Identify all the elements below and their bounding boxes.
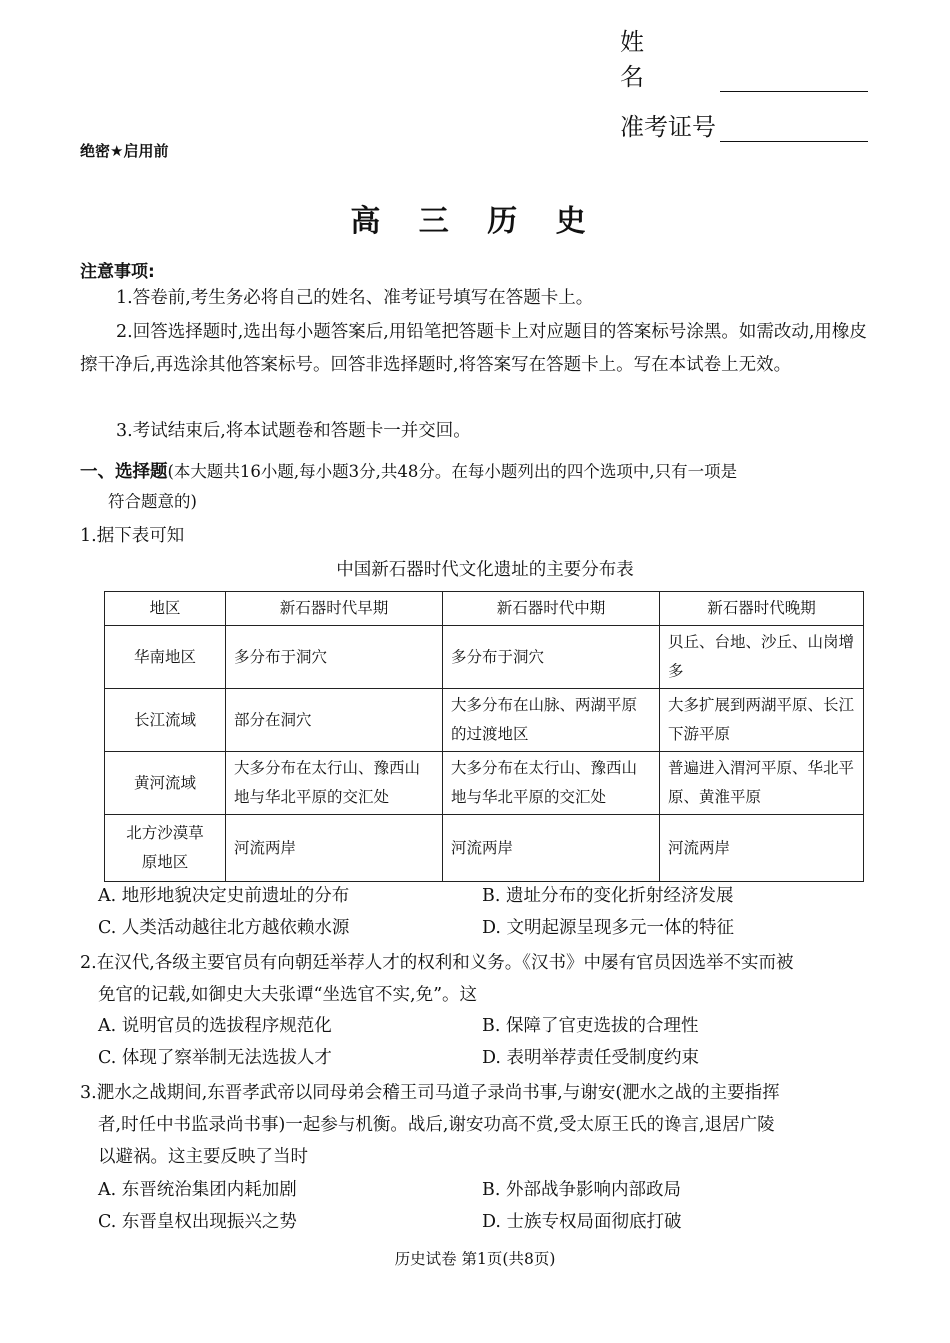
table-cell: 多分布于洞穴 bbox=[443, 626, 660, 689]
table-cell: 北方沙漠草原地区 bbox=[105, 815, 226, 882]
table-cell: 长江流域 bbox=[105, 689, 226, 752]
secret-mark: 绝密★启用前 bbox=[80, 142, 169, 160]
page-title: 高 三 历 史 bbox=[350, 204, 600, 239]
table-cell: 大多分布在太行山、豫西山地与华北平原的交汇处 bbox=[226, 752, 443, 815]
table-header-cell: 地区 bbox=[105, 592, 226, 626]
sites-table bbox=[104, 591, 864, 882]
table-row bbox=[105, 689, 864, 752]
q1-option-a[interactable]: A. 地形地貌决定史前遗址的分布 bbox=[98, 886, 350, 906]
section-heading bbox=[80, 457, 875, 517]
table-cell: 大多扩展到两湖平原、长江下游平原 bbox=[660, 689, 864, 752]
q1-stem: 1.据下表可知 bbox=[80, 526, 185, 546]
table-cell: 贝丘、台地、沙丘、山岗增多 bbox=[660, 626, 864, 689]
q3-option-a[interactable]: A. 东晋统治集团内耗加剧 bbox=[98, 1180, 297, 1200]
q2-option-b[interactable]: B. 保障了官吏选拔的合理性 bbox=[482, 1016, 699, 1036]
table-cell: 河流两岸 bbox=[443, 815, 660, 882]
q3-option-c[interactable]: C. 东晋皇权出现振兴之势 bbox=[98, 1212, 297, 1232]
notice-title: 注意事项: bbox=[80, 262, 155, 282]
q3-stem-line3: 以避祸。这主要反映了当时 bbox=[98, 1147, 308, 1167]
table-header-cell: 新石器时代中期 bbox=[443, 592, 660, 626]
candidate-info bbox=[620, 28, 868, 142]
table-row bbox=[105, 815, 864, 882]
section-desc-tail: 符合题意的) bbox=[108, 492, 197, 511]
table-header-cell: 新石器时代早期 bbox=[226, 592, 443, 626]
table-cell: 大多分布在山脉、两湖平原的过渡地区 bbox=[443, 689, 660, 752]
table-cell: 部分在洞穴 bbox=[226, 689, 443, 752]
table-cell: 大多分布在太行山、豫西山地与华北平原的交汇处 bbox=[443, 752, 660, 815]
table-cell: 华南地区 bbox=[105, 626, 226, 689]
table-header-row bbox=[105, 592, 864, 626]
q3-option-d[interactable]: D. 士族专权局面彻底打破 bbox=[482, 1212, 682, 1232]
name-row bbox=[620, 28, 868, 92]
q2-option-a[interactable]: A. 说明官员的选拔程序规范化 bbox=[98, 1016, 332, 1036]
table-cell: 普遍进入渭河平原、华北平原、黄淮平原 bbox=[660, 752, 864, 815]
q2-stem-line1: 2.在汉代,各级主要官员有向朝廷举荐人才的权利和义务。《汉书》中屡有官员因选举不实而被 bbox=[80, 953, 794, 973]
notice-item-2: 2.回答选择题时,选出每小题答案后,用铅笔把答题卡上对应题目的答案标号涂黑。如需改动,用橡皮擦干净后,再选涂其他答案标号。回答非选择题时,将答案写在答题卡上。写在本试卷上无效。 bbox=[80, 322, 867, 375]
q1-option-b[interactable]: B. 遗址分布的变化折射经济发展 bbox=[482, 886, 734, 906]
table-cell: 多分布于洞穴 bbox=[226, 626, 443, 689]
table-header-cell: 新石器时代晚期 bbox=[660, 592, 864, 626]
q3-stem-line2: 者,时任中书监录尚书事)一起参与机衡。战后,谢安功高不赏,受太原王氏的谗言,退居广陵 bbox=[98, 1115, 775, 1135]
q2-option-c[interactable]: C. 体现了察举制无法选拔人才 bbox=[98, 1048, 332, 1068]
notice-item-3: 3.考试结束后,将本试题卷和答题卡一并交回。 bbox=[116, 421, 471, 441]
table-row bbox=[105, 626, 864, 689]
q2-option-d[interactable]: D. 表明举荐责任受制度约束 bbox=[482, 1048, 700, 1068]
table-cell: 河流两岸 bbox=[226, 815, 443, 882]
q1-option-d[interactable]: D. 文明起源呈现多元一体的特征 bbox=[482, 918, 735, 938]
name-field-line[interactable] bbox=[720, 63, 868, 92]
name-label: 姓 名 bbox=[620, 28, 696, 91]
table-row bbox=[105, 752, 864, 815]
exam-id-label: 准考证号 bbox=[620, 113, 716, 141]
q1-option-c[interactable]: C. 人类活动越往北方越依赖水源 bbox=[98, 918, 350, 938]
section-desc: (本大题共16小题,每小题3分,共48分。在每小题列出的四个选项中,只有一项是 bbox=[167, 462, 738, 481]
table-caption: 中国新石器时代文化遗址的主要分布表 bbox=[336, 560, 634, 580]
notice-item-1: 1.答卷前,考生务必将自己的姓名、准考证号填写在答题卡上。 bbox=[116, 288, 594, 308]
q3-stem-line1: 3.淝水之战期间,东晋孝武帝以同母弟会稽王司马道子录尚书事,与谢安(淝水之战的主要指挥 bbox=[80, 1083, 780, 1103]
exam-id-row bbox=[620, 92, 868, 142]
page-footer: 历史试卷 第1页(共8页) bbox=[394, 1250, 556, 1268]
q3-option-b[interactable]: B. 外部战争影响内部政局 bbox=[482, 1180, 681, 1200]
q2-stem-line2: 免官的记载,如御史大夫张谭“坐选官不实,免”。这 bbox=[98, 985, 478, 1005]
table-cell: 黄河流域 bbox=[105, 752, 226, 815]
section-label: 一、选择题 bbox=[80, 462, 168, 482]
exam-id-field-line[interactable] bbox=[720, 113, 868, 142]
table-cell: 河流两岸 bbox=[660, 815, 864, 882]
